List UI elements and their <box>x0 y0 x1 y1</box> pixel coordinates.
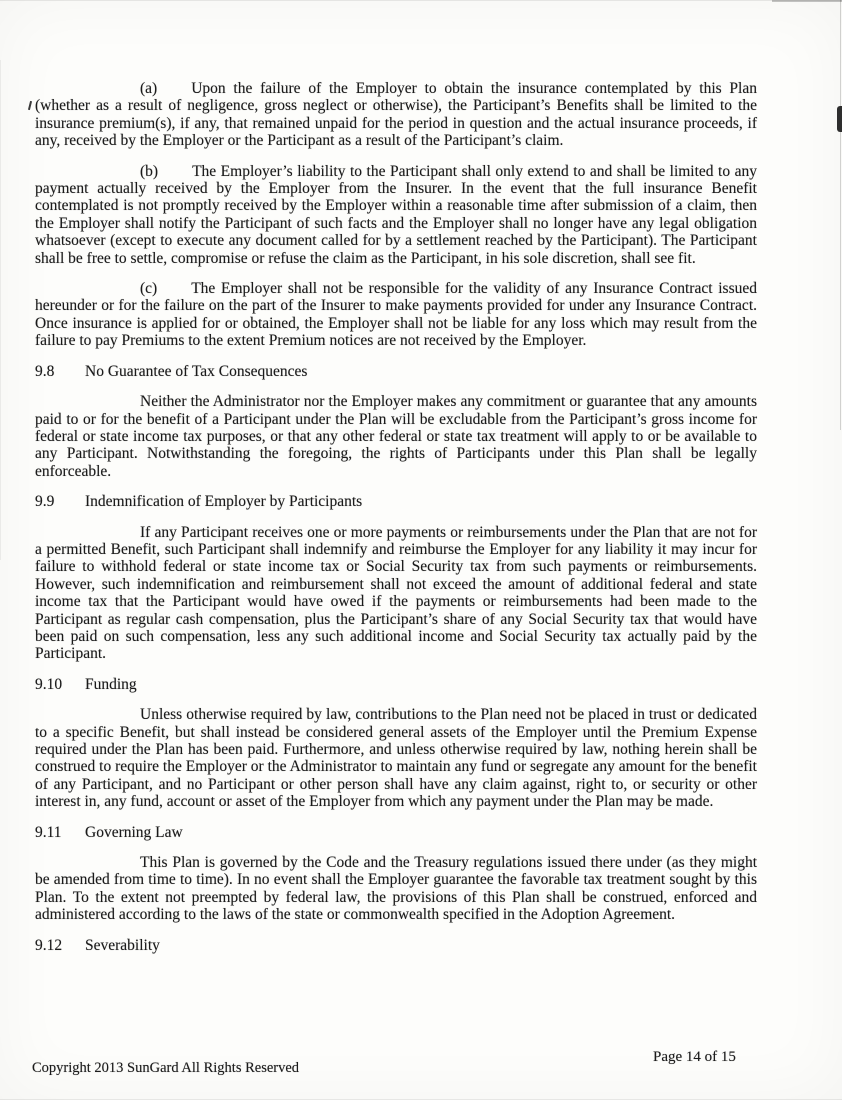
section-9-11-body: This Plan is governed by the Code and the Treasury regulations issued there under (as they might be amended from time to time). In no event shall the Employer guarantee the favorable tax treatment sought by this Plan. To the extent not preempted by federal law, the provisions of this Plan shall be construed, enforced and administered according to the laws of the state or commonwealth specified in the Adoption Agreement. <box>35 854 757 924</box>
section-9-10-body: Unless otherwise required by law, contributions to the Plan need not be placed in trust or dedicated to a specific Benefit, but shall instead be considered general assets of the Employer until the Premium Expense required under the Plan has been paid. Furthermore, and unless otherwise required by law, nothing herein shall be construed to require the Employer or the Administrator to maintain any fund or segregate any amount for the benefit of any Participant, and no Participant or other person shall have any claim against, right to, or security or other interest in, any fund, account or asset of the Employer from which any payment under the Plan may be made. <box>35 706 757 811</box>
paragraph-a-text: Upon the failure of the Employer to obtain the insurance contemplated by this Plan (whether as a result of negligence, gross neglect or otherwise), the Participant’s Benefits shall be limited to the insurance premium(s), if any, that remained unpaid for the period in question and the actual insurance proceeds, if any, received by the Employer or the Participant as a result of the Participant’s claim. <box>35 80 757 150</box>
section-9-9-number: 9.9 <box>35 493 55 511</box>
section-9-8-body: Neither the Administrator nor the Employer makes any commitment or guarantee that any amounts paid to or for the benefit of a Participant under the Plan will be excludable from the Participant’s gross income for federal or state income tax purposes, or that any other federal or state tax treatment will apply to or be available to any Participant. Notwithstanding the foregoing, the rights of Participants under this Plan shall be legally enforceable. <box>35 393 757 480</box>
section-9-9-heading <box>35 493 757 510</box>
footer-page-number: Page 14 of 15 <box>653 1049 736 1065</box>
section-9-12-number: 9.12 <box>35 936 63 954</box>
section-9-12-heading <box>35 937 757 954</box>
paragraph-c-text: The Employer shall not be responsible for the validity of any Insurance Contract issued hereunder or for the failure on the part of the Insurer to make payments provided for under any Insurance Contract. Once insurance is applied for or obtained, the Employer shall not be liable for any loss which may result from the failure to pay Premiums to the extent Premium notices are not received by the Employer. <box>35 280 757 350</box>
section-9-10-title: Funding <box>85 675 137 693</box>
section-9-9-body: If any Participant receives one or more payments or reimbursements under the Plan that are not for a permitted Benefit, such Participant shall indemnify and reimburse the Employer for any liability it may incur for failure to withhold federal or state income tax or Social Security tax from such payments or reimbursements. However, such indemnification and reimbursement shall not exceed the amount of additional federal and state income tax that the Participant would have owed if the payments or reimbursements had been made to the Participant as regular cash compensation, plus the Participant’s share of any Social Security tax that would have been paid on such compensation, less any such additional income and Social Security tax actually paid by the Participant. <box>35 523 757 663</box>
section-9-8-heading <box>35 363 757 380</box>
section-9-10-number: 9.10 <box>35 675 63 693</box>
document-content <box>35 80 757 967</box>
section-9-11-number: 9.11 <box>35 823 62 841</box>
paragraph-b-label: (b) <box>140 162 159 180</box>
scan-artifact-top-corner <box>772 0 842 2</box>
paragraph-a-label: (a) <box>140 80 158 97</box>
paragraph-c <box>35 280 757 350</box>
section-9-9-title: Indemnification of Employer by Participants <box>85 493 363 511</box>
scan-artifact-right-blob <box>837 106 842 132</box>
paragraph-b <box>35 163 757 267</box>
footer-copyright: Copyright 2013 SunGard All Rights Reserved <box>32 1060 300 1076</box>
section-9-8-title: No Guarantee of Tax Consequences <box>85 362 308 380</box>
paragraph-c-label: (c) <box>140 280 158 298</box>
section-9-12-title: Severability <box>85 936 160 954</box>
scan-artifact-right-edge-line <box>840 0 841 430</box>
section-9-8-number: 9.8 <box>35 362 55 380</box>
section-9-11-title: Governing Law <box>85 823 183 841</box>
paragraph-b-text: The Employer’s liability to the Participant shall only extend to and shall be limited to any payment actually received by the Employer from the Insurer. In the event that the full insurance Benefit contemplated is not promptly received by the Employer within a reasonable time after submission of a claim, then the Employer shall notify the Participant of such facts and the Employer shall no longer have any legal obligation whatsoever (except to execute any document called for by a settlement reached by the Participant). The Participant shall be free to settle, compromise or refuse the claim as the Participant, in his sole discretion, shall see fit. <box>35 162 757 267</box>
scan-artifact-left-tick <box>28 101 32 110</box>
section-9-11-heading <box>35 824 757 841</box>
section-9-10-heading <box>35 676 757 693</box>
scan-artifact-left-edge <box>0 60 1 560</box>
paragraph-a <box>35 80 757 150</box>
scan-artifact-top-edge <box>0 0 842 1</box>
